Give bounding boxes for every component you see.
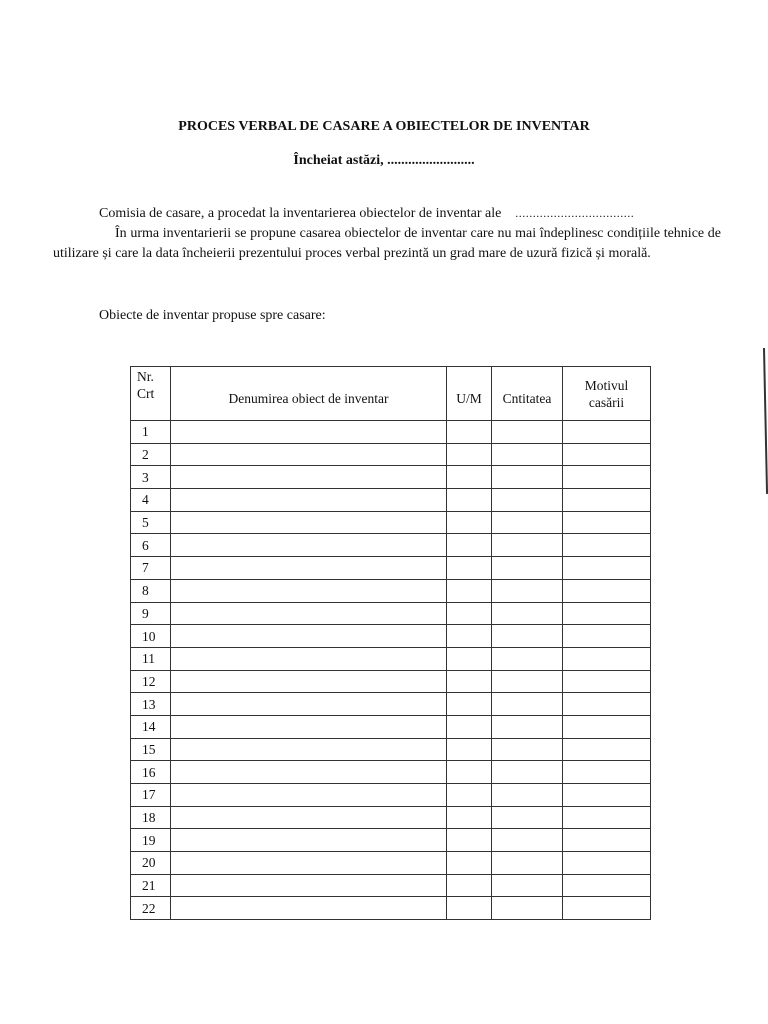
um-cell[interactable] xyxy=(447,670,492,693)
row-number-cell: 6 xyxy=(131,534,171,557)
row-number-cell: 22 xyxy=(131,897,171,920)
document-title: PROCES VERBAL DE CASARE A OBIECTELOR DE INVENTAR xyxy=(178,119,590,134)
quantity-cell[interactable] xyxy=(492,647,563,670)
table-row xyxy=(131,489,651,512)
table-row xyxy=(131,625,651,648)
fill-in-dots: .................................. xyxy=(515,206,635,220)
table-row xyxy=(131,534,651,557)
table-row xyxy=(131,715,651,738)
header-motiv xyxy=(563,367,651,421)
row-number-cell: 15 xyxy=(131,738,171,761)
row-number-cell: 20 xyxy=(131,852,171,875)
table-row xyxy=(131,897,651,920)
table-row xyxy=(131,511,651,534)
name-cell[interactable] xyxy=(171,852,447,875)
quantity-cell[interactable] xyxy=(492,784,563,807)
scan-edge-line xyxy=(763,348,768,494)
quantity-cell[interactable] xyxy=(492,761,563,784)
row-number-cell: 18 xyxy=(131,806,171,829)
name-cell[interactable] xyxy=(171,806,447,829)
row-number-cell: 7 xyxy=(131,557,171,580)
reason-cell[interactable] xyxy=(563,421,651,444)
row-number-cell: 3 xyxy=(131,466,171,489)
header-motiv-line2: casării xyxy=(588,394,625,410)
reason-cell[interactable] xyxy=(563,670,651,693)
table-row xyxy=(131,647,651,670)
table-row xyxy=(131,806,651,829)
quantity-cell[interactable] xyxy=(492,534,563,557)
reason-cell[interactable] xyxy=(563,443,651,466)
quantity-cell[interactable] xyxy=(492,897,563,920)
um-cell[interactable] xyxy=(447,806,492,829)
reason-cell[interactable] xyxy=(563,579,651,602)
name-cell[interactable] xyxy=(171,784,447,807)
reason-cell[interactable] xyxy=(563,806,651,829)
reason-cell[interactable] xyxy=(563,602,651,625)
um-cell[interactable] xyxy=(447,489,492,512)
table-row xyxy=(131,852,651,875)
row-number-cell: 4 xyxy=(131,489,171,512)
quantity-cell[interactable] xyxy=(492,579,563,602)
reason-cell[interactable] xyxy=(563,693,651,716)
quantity-cell[interactable] xyxy=(492,602,563,625)
reason-cell[interactable] xyxy=(563,784,651,807)
quantity-cell[interactable] xyxy=(492,852,563,875)
table-row xyxy=(131,421,651,444)
name-cell[interactable] xyxy=(171,511,447,534)
um-cell[interactable] xyxy=(447,784,492,807)
header-um: U/M xyxy=(447,367,492,421)
header-cantitate: Cntitatea xyxy=(492,367,563,421)
um-cell[interactable] xyxy=(447,738,492,761)
name-cell[interactable] xyxy=(171,579,447,602)
name-cell[interactable] xyxy=(171,625,447,648)
quantity-cell[interactable] xyxy=(492,715,563,738)
reason-cell[interactable] xyxy=(563,489,651,512)
name-cell[interactable] xyxy=(171,647,447,670)
quantity-cell[interactable] xyxy=(492,738,563,761)
name-cell[interactable] xyxy=(171,897,447,920)
quantity-cell[interactable] xyxy=(492,443,563,466)
table-row xyxy=(131,829,651,852)
paragraph-proposal: În urma inventarierii se propune casarea obiectelor de inventar care nu mai îndeplinesc condițiile tehnice de utilizare și care la data încheierii prezentului proces verbal prezintă un grad mare de uzură fizică și morală. xyxy=(53,226,721,261)
quantity-cell[interactable] xyxy=(492,557,563,580)
name-cell[interactable] xyxy=(171,715,447,738)
table-row xyxy=(131,761,651,784)
row-number-cell: 2 xyxy=(131,443,171,466)
table-row xyxy=(131,874,651,897)
header-nr-crt xyxy=(131,367,171,421)
name-cell[interactable] xyxy=(171,874,447,897)
name-cell[interactable] xyxy=(171,489,447,512)
header-nr-line2: Crt xyxy=(137,386,155,401)
table-row xyxy=(131,784,651,807)
reason-cell[interactable] xyxy=(563,874,651,897)
reason-cell[interactable] xyxy=(563,534,651,557)
um-cell[interactable] xyxy=(447,852,492,875)
row-number-cell: 13 xyxy=(131,693,171,716)
document-subtitle: Încheiat astăzi, ......................... xyxy=(293,153,475,168)
paragraph-list-intro: Obiecte de inventar propuse spre casare: xyxy=(99,308,326,323)
quantity-cell[interactable] xyxy=(492,421,563,444)
um-cell[interactable] xyxy=(447,715,492,738)
name-cell[interactable] xyxy=(171,602,447,625)
um-cell[interactable] xyxy=(447,829,492,852)
um-cell[interactable] xyxy=(447,443,492,466)
um-cell[interactable] xyxy=(447,693,492,716)
row-number-cell: 21 xyxy=(131,874,171,897)
row-number-cell: 9 xyxy=(131,602,171,625)
name-cell[interactable] xyxy=(171,466,447,489)
table-row xyxy=(131,466,651,489)
quantity-cell[interactable] xyxy=(492,874,563,897)
table-row xyxy=(131,602,651,625)
um-cell[interactable] xyxy=(447,625,492,648)
name-cell[interactable] xyxy=(171,557,447,580)
row-number-cell: 5 xyxy=(131,511,171,534)
row-number-cell: 10 xyxy=(131,625,171,648)
row-number-cell: 1 xyxy=(131,421,171,444)
table-row xyxy=(131,557,651,580)
quantity-cell[interactable] xyxy=(492,806,563,829)
header-denumire: Denumirea obiect de inventar xyxy=(171,367,447,421)
um-cell[interactable] xyxy=(447,466,492,489)
reason-cell[interactable] xyxy=(563,761,651,784)
quantity-cell[interactable] xyxy=(492,693,563,716)
quantity-cell[interactable] xyxy=(492,829,563,852)
table-row xyxy=(131,443,651,466)
row-number-cell: 19 xyxy=(131,829,171,852)
name-cell[interactable] xyxy=(171,534,447,557)
um-cell[interactable] xyxy=(447,897,492,920)
table-row xyxy=(131,670,651,693)
reason-cell[interactable] xyxy=(563,511,651,534)
name-cell[interactable] xyxy=(171,421,447,444)
inventory-table xyxy=(130,366,651,920)
quantity-cell[interactable] xyxy=(492,466,563,489)
paragraph-commission xyxy=(53,204,721,224)
name-cell[interactable] xyxy=(171,761,447,784)
quantity-cell[interactable] xyxy=(492,489,563,512)
reason-cell[interactable] xyxy=(563,625,651,648)
quantity-cell[interactable] xyxy=(492,511,563,534)
um-cell[interactable] xyxy=(447,579,492,602)
row-number-cell: 16 xyxy=(131,761,171,784)
row-number-cell: 12 xyxy=(131,670,171,693)
um-cell[interactable] xyxy=(447,761,492,784)
reason-cell[interactable] xyxy=(563,852,651,875)
table-body xyxy=(131,421,651,920)
paragraph-commission-text: Comisia de casare, a procedat la inventarierea obiectelor de inventar ale xyxy=(99,206,502,221)
table-row xyxy=(131,693,651,716)
row-number-cell: 8 xyxy=(131,579,171,602)
reason-cell[interactable] xyxy=(563,647,651,670)
name-cell[interactable] xyxy=(171,443,447,466)
row-number-cell: 17 xyxy=(131,784,171,807)
reason-cell[interactable] xyxy=(563,738,651,761)
um-cell[interactable] xyxy=(447,602,492,625)
um-cell[interactable] xyxy=(447,421,492,444)
reason-cell[interactable] xyxy=(563,557,651,580)
table-row xyxy=(131,738,651,761)
um-cell[interactable] xyxy=(447,647,492,670)
header-motiv-line1: Motivul xyxy=(584,377,629,393)
table-row xyxy=(131,579,651,602)
reason-cell[interactable] xyxy=(563,897,651,920)
row-number-cell: 11 xyxy=(131,647,171,670)
reason-cell[interactable] xyxy=(563,829,651,852)
header-nr-line1: Nr. xyxy=(137,369,154,384)
row-number-cell: 14 xyxy=(131,715,171,738)
name-cell[interactable] xyxy=(171,670,447,693)
name-cell[interactable] xyxy=(171,738,447,761)
table-header-row xyxy=(131,367,651,421)
name-cell[interactable] xyxy=(171,693,447,716)
reason-cell[interactable] xyxy=(563,715,651,738)
um-cell[interactable] xyxy=(447,874,492,897)
um-cell[interactable] xyxy=(447,557,492,580)
um-cell[interactable] xyxy=(447,511,492,534)
um-cell[interactable] xyxy=(447,534,492,557)
name-cell[interactable] xyxy=(171,829,447,852)
quantity-cell[interactable] xyxy=(492,670,563,693)
quantity-cell[interactable] xyxy=(492,625,563,648)
reason-cell[interactable] xyxy=(563,466,651,489)
